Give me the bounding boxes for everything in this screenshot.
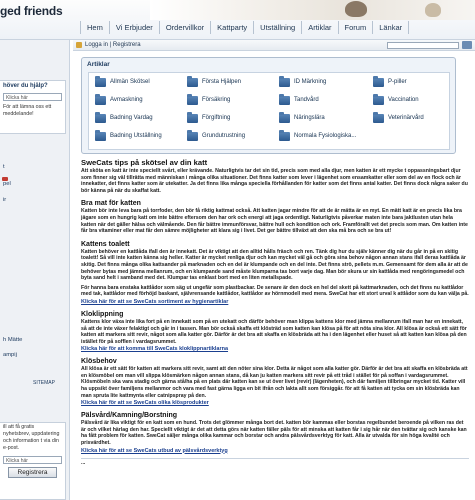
folder-icon xyxy=(279,114,290,123)
claw-products-link[interactable]: Klicka här för att komma till SweCats kloklippnartiklarna xyxy=(81,346,229,353)
section-text-grooming: Pälsvård är lika viktigt för en katt som en hund. Trots det glömmer många bort det. katten bör kammas eller borstas regelbundet beroende på vilken ras det är och vilket härlag den har. Speciellt viktigt är det att detta görs när katten fäller päls för att minska att katten får i sig hår när den tvättar sig och kanske kan ha fått problem för katten. SweCat säljer många olika kammar och borstar och andra pälsvårdsverktyg för katt. Alla är utvalda för sin höga kvalité och prisvärdhet. xyxy=(81,420,467,447)
folder-icon xyxy=(187,114,198,123)
section-text-toilet: Katten behöver en kattlåda ifall den är innekatt. Det är viktigt att den alltid hålls fräsch och ren. Tänk dig hur du själv känner dig när du går in på en skitig toalett! Så vill inte katten känna sig heller. Katter är mycket renliga djur och kan mycket väl gå och göra sina behov någon annan stans ifall deras kattlåda är skitig. Det finns många olika kattsander på marknaden och en del är klumpande och en del inte. Det finns strö, pellets m.m. Gemensamt för dem alla är att de behöver bytas med jämna mellanrum, och en klumpande sand måste klumparna tas bort varje dag. Man bör skura ur sin kattlåda med rengöringsmedel och byta sand helt i samband med det. Klumpar tas enklast bort med en liten metallspade. xyxy=(81,248,468,282)
cat-photo xyxy=(425,3,441,17)
sidebar-item[interactable]: pel xyxy=(3,181,11,187)
help-text: För att lämna oss ett meddelande! xyxy=(3,104,52,118)
nav-item-vi-erbjuder[interactable]: Vi Erbjuder xyxy=(110,21,160,34)
header-banner-photo xyxy=(150,0,475,20)
articles-grid xyxy=(88,72,450,150)
folder-icon xyxy=(95,132,106,141)
newsletter-box xyxy=(0,422,66,500)
lock-icon xyxy=(76,42,82,48)
sidebar-item[interactable]: h Mätte xyxy=(3,337,23,343)
left-sidebar xyxy=(0,40,70,500)
article-label: Badning Vardag xyxy=(110,115,153,121)
help-link-field[interactable]: Klicka här xyxy=(3,93,62,101)
site-header xyxy=(0,0,475,40)
hygiene-products-link[interactable]: Klicka här för att se SweCats sortiment av hygienartiklar xyxy=(81,298,229,305)
folder-icon xyxy=(187,96,198,105)
main-nav xyxy=(80,21,409,36)
article-label: Badning Utställning xyxy=(110,133,162,139)
article-label: P-piller xyxy=(388,79,407,85)
login-bar xyxy=(73,40,475,51)
article-label: Förgiftning xyxy=(202,115,231,121)
article-label: Allmän Skötsel xyxy=(110,79,150,85)
page-title: SweCats tips på skötsel av din katt xyxy=(81,158,208,167)
section-title-grooming: Pälsvård/Kamning/Borstning xyxy=(81,412,178,420)
nav-item-forum[interactable]: Forum xyxy=(339,21,374,34)
section-text-food: Katten bör inte leva bara på torrfoder, den bör få riktig kattmat också. Att katten jagar mindre för att de är mätta är en myt. En mätt katt är en precis lika bra jägare som en hungrig katt om inte bättre eftersom den har ork och energi att jaga ordentligt. Naturligtvis påverkar maten inte bara jaktlusten utan hela katten när det gäller hälsa och välmående. Den får bättre immunförsvar, bättre hull och kondition och ork. Framförallt vet det precis som man. Om katten inte får bra vitaminer eller mat får den sämre möjligheter att klara sig i livet. Det ger bättre tillväxt att den ska må bra och se bra ut! xyxy=(81,208,468,235)
article-label: Tandvård xyxy=(294,97,319,103)
folder-icon xyxy=(95,114,106,123)
folder-icon xyxy=(373,78,384,87)
search-input[interactable] xyxy=(387,42,459,49)
sidebar-item[interactable]: t xyxy=(3,164,5,170)
sidebar-item[interactable]: ampij xyxy=(3,352,17,358)
folder-icon xyxy=(95,78,106,87)
cat-photo xyxy=(345,1,367,17)
article-label: Första Hjälpen xyxy=(202,79,242,85)
folder-icon xyxy=(279,96,290,105)
articles-title: Artiklar xyxy=(87,61,110,68)
help-title: höver du hjälp? xyxy=(3,83,48,89)
section-title-food: Bra mat för katten xyxy=(81,200,141,208)
nav-item-lankar[interactable]: Länkar xyxy=(373,21,409,34)
article-label: Försäkring xyxy=(202,97,231,103)
folder-icon xyxy=(373,96,384,105)
article-label: Näringslära xyxy=(294,115,325,121)
register-button[interactable]: Registrera xyxy=(8,467,57,478)
trailing-text: ... xyxy=(81,459,86,466)
sidebar-item[interactable]: ir xyxy=(3,197,7,203)
grooming-products-link[interactable]: Klicka här för att se SweCats utbud av pälsvårdsverktyg xyxy=(81,447,228,454)
folder-icon xyxy=(373,114,384,123)
article-label: ID Märkning xyxy=(294,79,327,85)
folder-icon xyxy=(187,132,198,141)
newsletter-text: ill att få gratis nyhetsbrev, uppdatering och information t via din e-post. xyxy=(3,424,60,452)
folder-icon xyxy=(279,78,290,87)
article-label: Vaccination xyxy=(388,97,419,103)
article-content xyxy=(81,158,469,466)
divider xyxy=(81,458,469,459)
folder-icon xyxy=(187,78,198,87)
section-title-scratching: Klösbehov xyxy=(81,358,117,366)
article-label: Avmaskning xyxy=(110,97,143,103)
section-title-claws: Kloklippning xyxy=(81,310,124,318)
folder-icon xyxy=(279,132,290,141)
nav-item-utstallning[interactable]: Utställning xyxy=(254,21,302,34)
section-text-toilet-2: För hanna bara enstaka kattlådor som säg ut ungefär som plastbackar. De senare är den dock en hel del skett på kattmarknaden, och det finns nu kattlådor med tak, kattlådor med förhöjd baskant, självrensande kattlådor, kattlådor av hörnmodell med mera. SweCat har ett stort urval k attlådor som du kan välja på. xyxy=(81,284,469,298)
nav-item-kattparty[interactable]: Kattparty xyxy=(211,21,254,34)
nav-item-ordervillkor[interactable]: Ordervillkor xyxy=(160,21,211,34)
articles-panel xyxy=(81,57,456,154)
newsletter-field[interactable]: Klicka här xyxy=(3,456,62,464)
login-register-link[interactable]: Logga in | Registrera xyxy=(85,42,141,48)
article-label: Normala Fysiologiska... xyxy=(294,133,357,139)
intro-paragraph: Att sköta en katt är inte speciellt svårt, eller krävande. Naturligtvis tar det sin tid, precis som med alla djur, men katten är ett mycke t oppassningsbart djur som finner sig väl tillrätta med människan i många olika situationer. Det finns katter som lever i lägenhet som ensamkatter eller som del av en flock och är innekatter, det finns katter som är utekatter. Ja det finns lika många speciella förhållanden för katter som det finns antal katter. Det finns dock några saker du bör känna på när du skaffat katt. xyxy=(81,168,468,194)
site-logo[interactable]: ged friends xyxy=(0,4,63,18)
folder-icon xyxy=(95,96,106,105)
section-title-toilet: Kattens toalett xyxy=(81,240,130,248)
section-text-scratching: All klösa är ett sätt för katten att markera sitt revir, samt att den nöter sina klor. Detta är något som alla katter gör. Därför är det bra att skaffa en klösbräda att en klösmöbel om man vill slippa klösmärken någon annan stans, då kan ju katten markera sitt revir på ett tråd i stället för på soffan i vardagsrummet. Klösmöbeln ska vara stadig och gärna stå/ha på en plats där katten kan se ut över livet (revir) (lägenheten), och där familjen tillbringar mycket tid. Katter vill ha uppsikt över familjens mellanmor och vara med fast gärna ligga en bit ifrån och lakta allt som försiggår. för att få katten att tycka om sin klösbräda kan man spruta lite kattmynta eller catnipspray på den. xyxy=(81,366,468,399)
main-content-area xyxy=(73,40,475,500)
article-label: Grundutrustning xyxy=(202,133,246,139)
section-text-claws: Kattens klor växa inte lika fort på en innekatt som på en utekatt och därför behöver man klippa kattens klor med jämna mellanrum ifall man har en innekatt, så att de inte växer felaktigt och går in i tassen. Man bör också skaffa ett klösträd som katten kan klösa på för att nöta sina klor. All klösa är också ett sätt för katten att markera sitt revir, något som alla katter gör. Därför är det bra att skaffa en klösbräda att ha i den lägenhet eller huset så att katten kan klösa på den istället för på sofflen i vardagsrummet. xyxy=(81,318,467,345)
scratch-products-link[interactable]: Klicka här för att se SweCats olika klösprodukter xyxy=(81,400,209,407)
nav-item-artiklar[interactable]: Artiklar xyxy=(302,21,338,34)
article-label: Veterinärvård xyxy=(388,115,424,121)
nav-item-hem[interactable]: Hem xyxy=(80,21,110,34)
search-button[interactable] xyxy=(462,41,472,49)
sitemap-link[interactable]: SITEMAP xyxy=(33,380,55,386)
help-box xyxy=(0,80,66,134)
